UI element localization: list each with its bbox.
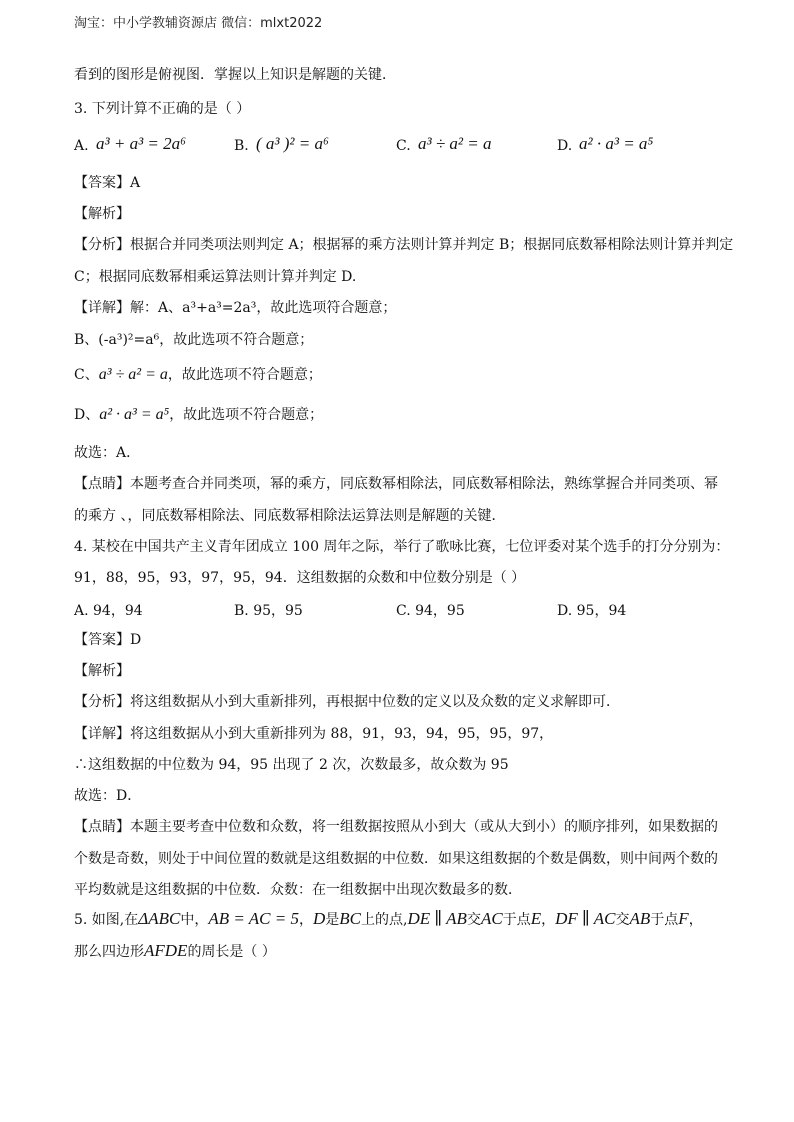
- question-5-stem: [74, 910, 734, 929]
- text-fragment: 那么四边形: [74, 944, 144, 960]
- math-fragment: ΔABC: [138, 909, 181, 928]
- text-fragment: 5. 如图,在: [74, 912, 139, 928]
- answer-line: 【答案】D: [74, 632, 142, 648]
- option-b-label: B.: [234, 138, 249, 154]
- detail-suffix: ，故此选项符合题意；: [256, 300, 397, 316]
- detail-line-a: [74, 299, 734, 317]
- option-d-label: D.: [557, 138, 573, 154]
- detail-suffix: ，故此选项不符合题意；: [159, 332, 314, 348]
- text-fragment: 上的点,: [361, 912, 408, 928]
- detail-line-d: [74, 406, 734, 424]
- question-4-stem: 91，88，95，93，97，95，94．这组数据的众数和中位数分别是（ ）: [74, 570, 526, 586]
- comment-text: 的乘方 、，同底数幂相除法、同底数幂相除法运算法则是解题的关键．: [74, 508, 506, 524]
- math-fragment: AB = AC = 5: [208, 909, 299, 928]
- detail-prefix: D、: [74, 407, 100, 423]
- question-3-stem: 3. 下列计算不正确的是（ ）: [74, 101, 251, 117]
- math-fragment: AFDE: [144, 941, 188, 960]
- option-a-formula: a³ + a³ = 2a⁶: [96, 134, 187, 153]
- text-fragment: 的周长是（ ）: [187, 944, 276, 960]
- text-fragment: 交: [466, 912, 481, 928]
- option-a-label: A.: [74, 138, 89, 154]
- option-c-formula: a³ ÷ a² = a: [418, 134, 492, 153]
- detail-formula: a³ ÷ a² = a: [98, 366, 168, 383]
- option-a: A. 94，94: [74, 603, 143, 619]
- text-fragment: 是: [325, 912, 340, 928]
- math-fragment: D: [313, 909, 326, 928]
- analysis-text: 【分析】将这组数据从小到大重新排列，再根据中位数的定义以及众数的定义求解即可．: [74, 694, 620, 710]
- detail-prefix: B、: [74, 332, 99, 348]
- text-fragment: ，: [299, 912, 313, 928]
- text-fragment: 中，: [180, 912, 209, 928]
- detail-suffix: ，故此选项不符合题意；: [167, 367, 322, 383]
- text-line: 看到的图形是俯视图．掌握以上知识是解题的关键．: [74, 67, 396, 83]
- page-header: 淘宝：中小学教辅资源店 微信：mlxt2022: [74, 16, 323, 31]
- text-fragment: ，: [688, 912, 703, 928]
- comment-text: 【点睛】本题主要考查中位数和众数，将一组数据按照从小到大（或从大到小）的顺序排列，如果数据的: [74, 819, 718, 835]
- comment-text: 平均数就是这组数据的中位数．众数：在一组数据中出现次数最多的数．: [74, 882, 522, 898]
- math-fragment: DF ∥ AC: [555, 909, 616, 928]
- detail-prefix: C、: [74, 367, 99, 383]
- math-fragment: BC: [339, 909, 362, 928]
- analysis-heading: 【解析】: [74, 206, 130, 222]
- comment-text: 个数是奇数，则处于中间位置的数就是这组数据的中位数．如果这组数据的个数是偶数，则中间两个数的: [74, 851, 718, 867]
- detail-formula: a³+a³=2a³: [182, 300, 257, 316]
- option-b: B. 95，95: [234, 603, 303, 619]
- text-fragment: 于点: [650, 912, 679, 928]
- option-b-formula: ( a³ )² = a⁶: [256, 134, 329, 153]
- detail-text: 【详解】将这组数据从小到大重新排列为 88，91，93，94，95，95，97，: [74, 726, 554, 742]
- comment-text: 【点睛】本题考查合并同类项，幂的乘方，同底数幂相除法，同底数幂相除法，熟练掌握合并同类项、幂: [74, 476, 718, 492]
- question-5-stem-line2: [74, 942, 734, 961]
- detail-line-c: [74, 366, 734, 384]
- detail-text: ∴这组数据的中位数为 94，95 出现了 2 次，次数最多，故众数为 95: [74, 757, 509, 773]
- analysis-text: 【分析】根据合并同类项法则判定 A；根据幂的乘方法则计算并判定 B；根据同底数幂相除法则计算并判定: [74, 237, 734, 253]
- detail-formula: a² · a³ = a⁵: [99, 406, 170, 423]
- answer-line: 【答案】A: [74, 175, 141, 191]
- math-fragment: AB: [629, 909, 651, 928]
- math-fragment: F: [678, 909, 689, 928]
- detail-prefix: 【详解】解：A、: [74, 300, 183, 316]
- option-c-label: C.: [396, 138, 411, 154]
- analysis-heading: 【解析】: [74, 663, 130, 679]
- question-4-stem: 4. 某校在中国共产主义青年团成立 100 周年之际，举行了歌咏比赛，七位评委对某个选手的打分分别为：: [74, 539, 730, 555]
- math-fragment: E: [530, 909, 542, 928]
- detail-suffix: ，故此选项不符合题意；: [169, 407, 324, 423]
- text-fragment: ，: [541, 912, 556, 928]
- text-fragment: 于点: [502, 912, 531, 928]
- detail-formula: (-a³)²=a⁶: [98, 332, 160, 348]
- option-c: C. 94，95: [396, 603, 465, 619]
- math-fragment: DE ∥ AB: [407, 909, 467, 928]
- option-d-formula: a² · a³ = a⁵: [579, 134, 654, 153]
- text-fragment: 交: [615, 912, 630, 928]
- math-fragment: AC: [480, 909, 503, 928]
- option-d: D. 95，94: [557, 603, 627, 619]
- choice-line: 故选：D．: [74, 788, 142, 804]
- choice-line: 故选：A．: [74, 445, 141, 461]
- analysis-text: C；根据同底数幂相乘运算法则计算并判定 D.: [74, 269, 357, 285]
- detail-line-b: [74, 331, 734, 349]
